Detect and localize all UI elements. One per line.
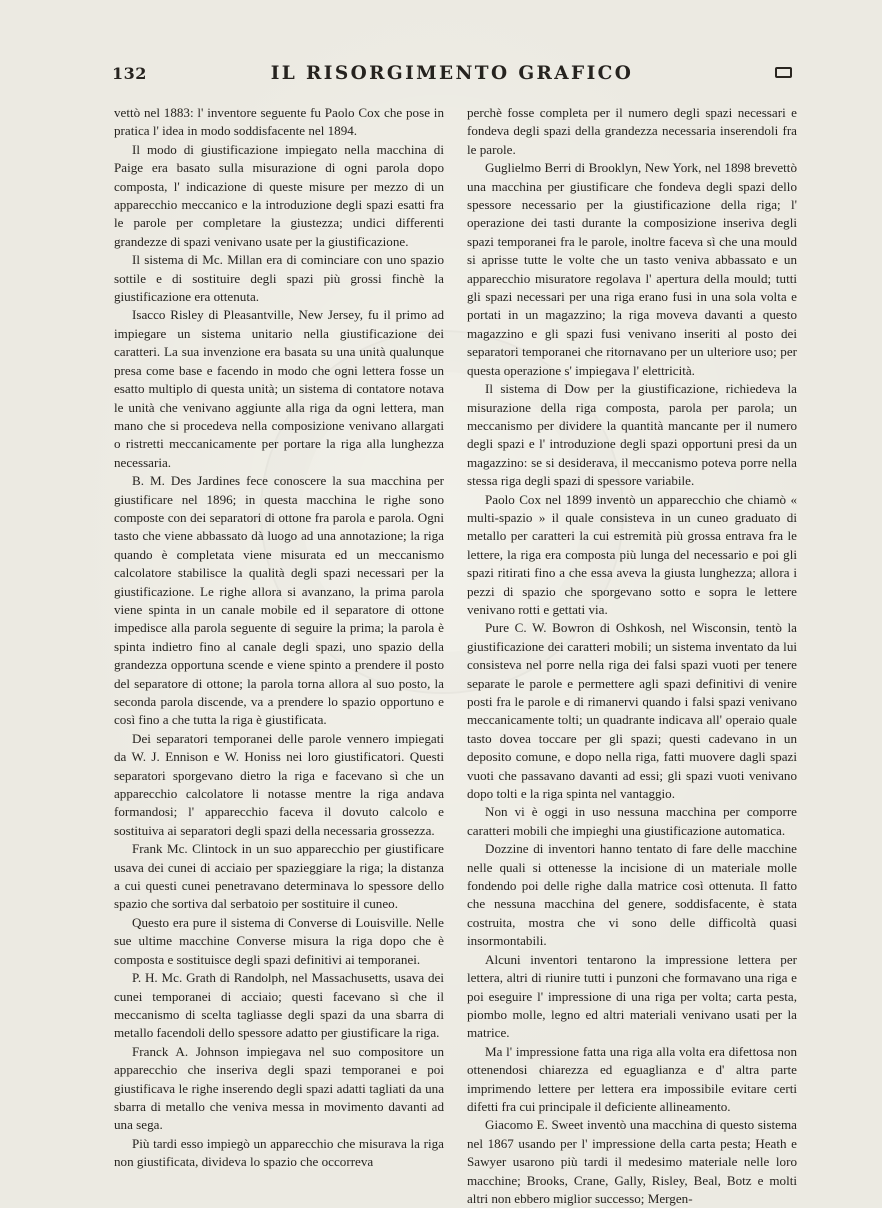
paragraph: B. M. Des Jardines fece conoscere la sua macchina per giustificare nel 1896; in questa macchina le righe sono composte con dei separatori di ottone fra parola e parola. Ogni tasto che viene abbassato dà luogo ad una annotazione; la riga quando è completata viene misurata ed un meccanismo calcolatore stabilisce la qualità degli spazi necessari per la giustificazione. Le righe allora si avanzano, la prima parola viene spinta in un canale mobile ed il separatore di ottone impedisce alla parola seguente di seguire la prima; la parola è spinta indietro fino al canale degli spazi, uno spazio della grandezza opportuna scende e viene spinto a prendere il posto del separatore di ottone; la parola torna allora al suo posto, la seconda parola discende, va a prendere lo spazio opportuno e così fino a che tutta la riga è giustificata. [114, 473, 444, 728]
paragraph: Questo era pure il sistema di Converse di Louisville. Nelle sue ultime macchine Converse misura la riga dopo che è composta e sostituisce degli spazi definitivi ai temporanei. [114, 914, 444, 967]
paragraph: Frank Mc. Clintock in un suo apparecchio per giustificare usava dei cunei di acciaio per spazieggiare la riga; la distanza a cui questi cunei penetravano determinava lo spessore dello spazio che sortiva dal serbatoio per sostituire il cuneo. [114, 841, 444, 912]
paragraph: perchè fosse completa per il numero degli spazi necessari e fondeva degli spazi della grandezza necessaria inserendoli fra le parole. [467, 105, 797, 157]
right-column [467, 104, 797, 1208]
paragraph: Il sistema di Dow per la giustificazione, richiedeva la misurazione della riga composta, parola per parola; un meccanismo per dividere la quantità mancante per il numero degli spazi e l' introduzione degli spazi opportuni presi da un magazzino: se si desiderava, il meccanismo poteva porre nella stessa riga degli spazi di spessore variabile. [467, 381, 797, 489]
paragraph: Il sistema di Mc. Millan era di cominciare con uno spazio sottile e di sostituire degli spazi più grossi finchè la giustificazione era ottenuta. [114, 252, 444, 305]
paragraph: Dei separatori temporanei delle parole vennero impiegati da W. J. Ennison e W. Honiss nei loro giustificatori. Questi separatori sporgevano dietro la riga e facevano sì che un apparecchio calcolatore li notasse mentre la riga andava formandosi; l' apparecchio faceva il dovuto calcolo e sostituiva ai separatori degli spazi della necessaria grossezza. [114, 730, 444, 838]
rectangle-ornament-icon [775, 67, 792, 78]
paragraph: Franck A. Johnson impiegava nel suo compositore un apparecchio che inseriva degli spazi temporanei e poi giustificava le righe inserendo degli spazi adatti tagliati da una sbarra di metallo che veniva messa in movimento davanti ad una sega. [114, 1043, 444, 1133]
paragraph: Paolo Cox nel 1899 inventò un apparecchio che chiamò « multi-spazio » il quale consisteva in un cuneo graduato di metallo per caratteri la cui estremità più grossa entrava fra le lettere, la riga era composta più lunga del necessario e poi gli spazi ritirati fino a che essa aveva la giusta lunghezza; allora i pezzi di spazio che sporgevano sotto e sopra le lettere venivano rotti e gettati via. [467, 491, 797, 617]
paragraph: Dozzine di inventori hanno tentato di fare delle macchine nelle quali si ottenesse la incisione di un materiale molle fondendo poi delle righe dalla matrice così ottenuta. Il fatto che nessuna macchina del genere, soddisfacente, è stata costruita, mostra che vi sono delle difficoltà quasi insormontabili. [467, 841, 797, 949]
paragraph: Isacco Risley di Pleasantville, New Jersey, fu il primo ad impiegare un sistema unitario nella giustificazione dei caratteri. La sua invenzione era basata su una unità qualunque presa come base e facendo in modo che ogni lettera fosse un esatto multiplo di questa unità; un sistema di contatore notava le unità che venivano aggiunte alla riga da ogni lettera, man mano che si procedeva nella composizione venivano allargati o ristretti meccanicamente per portare la riga alla lunghezza necessaria. [114, 307, 444, 470]
paragraph: Il modo di giustificazione impiegato nella macchina di Paige era basato sulla misurazione di ogni parola dopo composta, l' indicazione di queste misure per mezzo di un apparecchio meccanico e la introduzione degli spazi esatti fra le parole per completare la giustezza; undici differenti grandezze di spazi venivano usate per la giustificazione. [114, 141, 444, 249]
left-column [114, 104, 444, 1172]
paragraph: Alcuni inventori tentarono la impressione lettera per lettera, altri di riunire tutti i punzoni che formavano una riga e poi eseguire l' impressione di una riga per volta; carta pesta, piombo molle, legno ed altri materiali venivano usati per la matrice. [467, 951, 797, 1041]
paragraph: Non vi è oggi in uso nessuna macchina per comporre caratteri mobili che impieghi una giustificazione automatica. [467, 804, 797, 838]
paragraph: Guglielmo Berri di Brooklyn, New York, nel 1898 brevettò una macchina per giustificare che fondeva degli spazi dello spessore necessario per la giustificazione della riga; l' operazione dei tasti durante la composizione inseriva degli spazi temporanei fra le parole, inoltre faceva sì che una mould si aprisse tutte le volte che un tasto veniva abbassato e un apparecchio misuratore regolava l' apertura della mould; tutti gli spazi necessari per una riga erano fusi in una sola volta e portati in un magazzino; la riga moveva davanti a questo magazzino e gli spazi fusi venivano inseriti al posto dei separatori temporanei che ritornavano per un ulteriore uso; per questa operazione s' impiegava l' elettricità. [467, 160, 797, 378]
paragraph: Pure C. W. Bowron di Oshkosh, nel Wisconsin, tentò la giustificazione dei caratteri mobili; un sistema inventato da lui consisteva nel porre nella riga dei falsi spazi vuoti per tenere separate le parole e permettere agli spazi definitivi di venire posti fra le parole e di rimanervi quando i falsi spazi venivano meccanicamente tolti; un quadrante indicava all' operaio quale tasto dovea toccare per gli spazi; questi cadevano in un deposito comune, e dopo nella riga, fatti muovere dagli spazi vuoti che passavano davanti ad essi; gli spazi vuoti venivano dopo tolti e la riga spinta nel vantaggio. [467, 620, 797, 802]
paragraph: vettò nel 1883: l' inventore seguente fu Paolo Cox che pose in pratica l' idea in modo soddisfacente nel 1894. [114, 105, 444, 139]
paragraph: Ma l' impressione fatta una riga alla volta era difettosa non ottenendosi chiarezza ed eguaglianza e d' altra parte imprimendo lettere per lettera era impossibile evitare certi difetti fra cui principale il deficiente allineamento. [467, 1043, 797, 1114]
paragraph: P. H. Mc. Grath di Randolph, nel Massachusetts, usava dei cunei temporanei di acciaio; questi facevano sì che il meccanismo di scelta tagliasse degli spazi da una sbarra di metallo facendoli dello spessore adatto per giustificare la riga. [114, 970, 444, 1041]
paragraph: Più tardi esso impiegò un apparecchio che misurava la riga non giustificata, divideva lo spazio che occorreva [114, 1135, 444, 1170]
running-title: IL RISORGIMENTO GRAFICO [270, 63, 634, 84]
running-header [112, 64, 792, 88]
paragraph: Giacomo E. Sweet inventò una macchina di questo sistema nel 1867 usando per l' impressione della carta pesta; Heath e Sawyer usarono più tardi il medesimo materiale nelle loro macchine; Brooks, Crane, Gally, Risley, Beal, Botz e molti altri non ebbero miglior successo; Mergen- [467, 1117, 797, 1206]
page-number: 132 [112, 64, 147, 83]
